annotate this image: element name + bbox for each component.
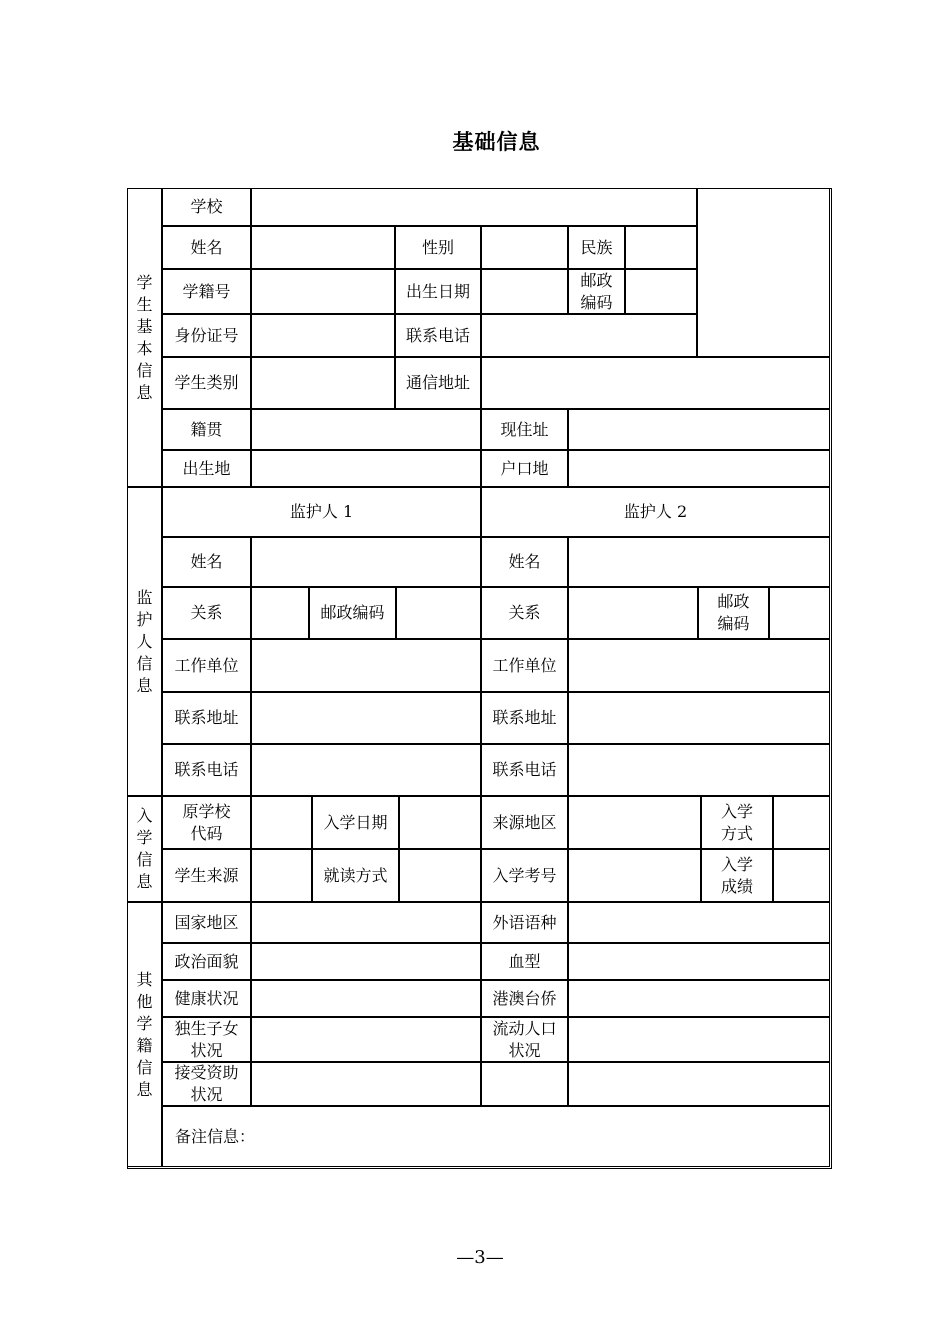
guardian1-work-unit-field[interactable] <box>251 639 481 692</box>
id-number-field[interactable] <box>251 314 395 357</box>
guardian1-phone-field[interactable] <box>251 744 481 796</box>
guardian1-work-unit-label: 工作单位 <box>162 639 251 692</box>
household-registration-field[interactable] <box>568 450 830 487</box>
enrollment-score-label: 入学 成绩 <box>701 849 773 902</box>
hk-macau-taiwan-label: 港澳台侨 <box>481 980 568 1017</box>
enrollment-method-label: 入学 方式 <box>701 796 773 849</box>
floating-population-field[interactable] <box>568 1017 830 1062</box>
blood-type-label: 血型 <box>481 943 568 980</box>
photo-box <box>697 188 830 357</box>
guardian2-address-label: 联系地址 <box>481 692 568 744</box>
remarks-label: 备注信息： <box>175 1126 256 1146</box>
birth-date-label: 出生日期 <box>395 269 481 314</box>
remarks-field[interactable] <box>162 1106 830 1167</box>
section-other: 其 他 学 籍 信 息 <box>127 902 162 1167</box>
mailing-address-field[interactable] <box>481 357 830 409</box>
study-mode-field[interactable] <box>399 849 481 902</box>
section-student-basic: 学 生 基 本 信 息 <box>127 188 162 487</box>
household-registration-label: 户口地 <box>481 450 568 487</box>
guardian1-postal-code-label: 邮政编码 <box>309 587 396 639</box>
student-id-label: 学籍号 <box>162 269 251 314</box>
exam-number-label: 入学考号 <box>481 849 568 902</box>
enrollment-method-field[interactable] <box>773 796 830 849</box>
birthplace-label: 出生地 <box>162 450 251 487</box>
contact-phone-label: 联系电话 <box>395 314 481 357</box>
enrollment-score-field[interactable] <box>773 849 830 902</box>
foreign-language-label: 外语语种 <box>481 902 568 943</box>
guardian2-address-field[interactable] <box>568 692 830 744</box>
guardian1-relationship-field[interactable] <box>251 587 309 639</box>
origin-region-field[interactable] <box>568 796 701 849</box>
contact-phone-field[interactable] <box>481 314 697 357</box>
enrollment-date-label: 入学日期 <box>312 796 399 849</box>
student-info-form <box>128 189 831 1168</box>
guardian2-phone-field[interactable] <box>568 744 830 796</box>
guardian1-relationship-label: 关系 <box>162 587 251 639</box>
ethnicity-label: 民族 <box>568 226 625 269</box>
native-place-label: 籍贯 <box>162 409 251 450</box>
school-field[interactable] <box>251 188 697 226</box>
student-category-field[interactable] <box>251 357 395 409</box>
current-address-label: 现住址 <box>481 409 568 450</box>
guardian2-name-label: 姓名 <box>481 537 568 587</box>
mailing-address-label: 通信地址 <box>395 357 481 409</box>
page-number: —3— <box>456 1247 504 1268</box>
blood-type-field[interactable] <box>568 943 830 980</box>
exam-number-field[interactable] <box>568 849 701 902</box>
guardian1-postal-code-field[interactable] <box>396 587 481 639</box>
only-child-field[interactable] <box>251 1017 481 1062</box>
student-source-label: 学生来源 <box>162 849 251 902</box>
blank-label-cell <box>481 1062 568 1106</box>
guardian2-relationship-field[interactable] <box>568 587 698 639</box>
financial-aid-label: 接受资助 状况 <box>162 1062 251 1106</box>
native-place-field[interactable] <box>251 409 481 450</box>
id-number-label: 身份证号 <box>162 314 251 357</box>
health-status-field[interactable] <box>251 980 481 1017</box>
page-title: 基础信息 <box>452 130 541 154</box>
financial-aid-field[interactable] <box>251 1062 481 1106</box>
birth-date-field[interactable] <box>481 269 568 314</box>
health-status-label: 健康状况 <box>162 980 251 1017</box>
only-child-label: 独生子女 状况 <box>162 1017 251 1062</box>
guardian1-address-field[interactable] <box>251 692 481 744</box>
guardian2-relationship-label: 关系 <box>481 587 568 639</box>
country-region-label: 国家地区 <box>162 902 251 943</box>
student-id-field[interactable] <box>251 269 395 314</box>
guardian1-address-label: 联系地址 <box>162 692 251 744</box>
guardian2-phone-label: 联系电话 <box>481 744 568 796</box>
foreign-language-field[interactable] <box>568 902 830 943</box>
guardian1-phone-label: 联系电话 <box>162 744 251 796</box>
blank-field-cell[interactable] <box>568 1062 830 1106</box>
school-label: 学校 <box>162 188 251 226</box>
guardian2-postal-code-label: 邮政 编码 <box>698 587 769 639</box>
postal-code-field[interactable] <box>625 269 697 314</box>
postal-code-label: 邮政 编码 <box>568 269 625 314</box>
hk-macau-taiwan-field[interactable] <box>568 980 830 1017</box>
former-school-code-label: 原学校 代码 <box>162 796 251 849</box>
section-guardian: 监 护 人 信 息 <box>127 487 162 796</box>
floating-population-label: 流动人口 状况 <box>481 1017 568 1062</box>
political-status-label: 政治面貌 <box>162 943 251 980</box>
guardian1-name-field[interactable] <box>251 537 481 587</box>
name-field[interactable] <box>251 226 395 269</box>
gender-label: 性别 <box>395 226 481 269</box>
enrollment-date-field[interactable] <box>399 796 481 849</box>
guardian1-name-label: 姓名 <box>162 537 251 587</box>
name-label: 姓名 <box>162 226 251 269</box>
guardian2-work-unit-field[interactable] <box>568 639 830 692</box>
current-address-field[interactable] <box>568 409 830 450</box>
student-source-field[interactable] <box>251 849 312 902</box>
gender-field[interactable] <box>481 226 568 269</box>
country-region-field[interactable] <box>251 902 481 943</box>
guardian2-name-field[interactable] <box>568 537 830 587</box>
guardian1-header: 监护人 1 <box>162 487 481 537</box>
guardian2-header: 监护人 2 <box>481 487 830 537</box>
student-category-label: 学生类别 <box>162 357 251 409</box>
guardian2-work-unit-label: 工作单位 <box>481 639 568 692</box>
ethnicity-field[interactable] <box>625 226 697 269</box>
political-status-field[interactable] <box>251 943 481 980</box>
guardian2-postal-code-field[interactable] <box>769 587 830 639</box>
section-enrollment: 入 学 信 息 <box>127 796 162 902</box>
former-school-code-field[interactable] <box>251 796 312 849</box>
study-mode-label: 就读方式 <box>312 849 399 902</box>
origin-region-label: 来源地区 <box>481 796 568 849</box>
birthplace-field[interactable] <box>251 450 481 487</box>
